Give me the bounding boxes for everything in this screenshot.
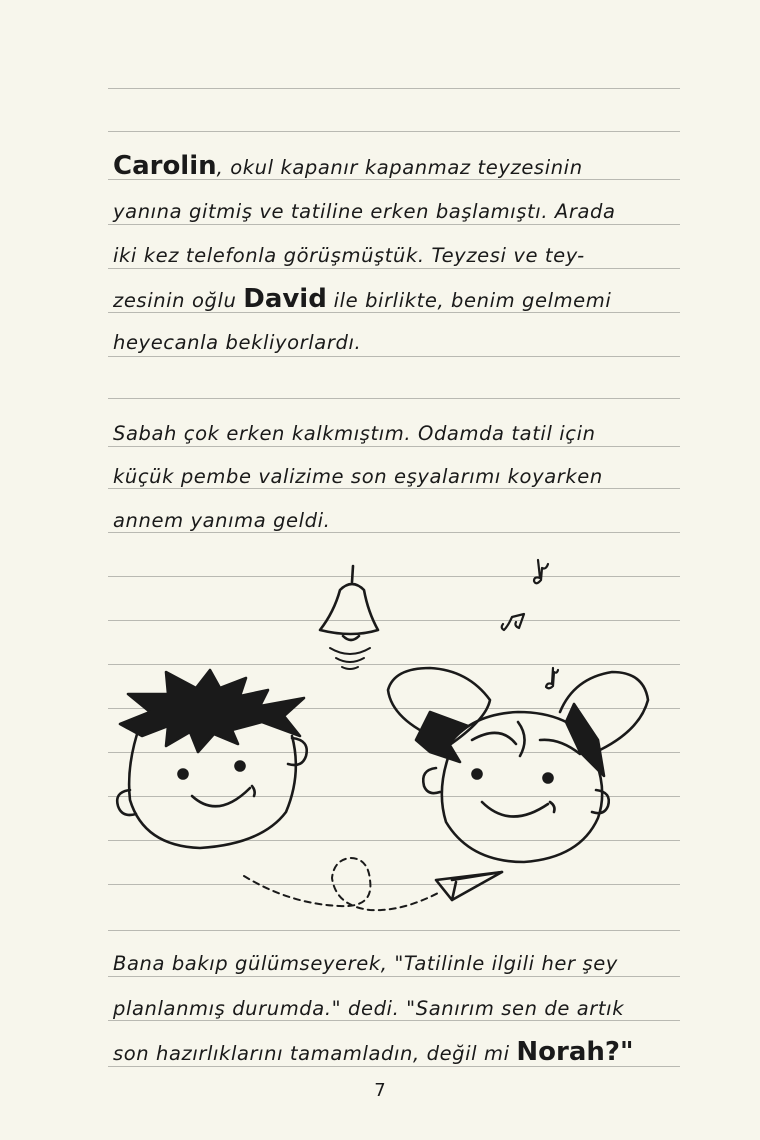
bell-icon bbox=[320, 566, 378, 669]
flight-path bbox=[244, 858, 440, 910]
text-segment: ile birlikte, benim gelmemi bbox=[326, 289, 612, 312]
character-name-david: David bbox=[243, 284, 327, 314]
boy-face-icon bbox=[117, 670, 307, 848]
text-line: planlanmış durumda." dedi. "Sanırım sen de artık bbox=[113, 997, 625, 1020]
text-line: annem yanıma geldi. bbox=[113, 509, 331, 532]
paper-plane-icon bbox=[436, 872, 502, 900]
text-segment: , okul kapanır kapanmaz teyzesinin bbox=[216, 156, 583, 179]
text-segment: son hazırlıklarını tamamladın, değil mi bbox=[113, 1042, 517, 1065]
text-line: heyecanla bekliyorlardı. bbox=[113, 331, 362, 354]
text-line bbox=[113, 1037, 683, 1067]
text-line: yanına gitmiş ve tatiline erken başlamıştı. Arada bbox=[113, 200, 616, 223]
page-number: 7 bbox=[374, 1080, 386, 1101]
text-line: iki kez telefonla görüşmüştük. Teyzesi ve tey- bbox=[113, 244, 585, 267]
music-note-icon bbox=[502, 560, 558, 688]
girl-face-icon bbox=[388, 668, 648, 862]
character-name-carolin: Carolin bbox=[113, 151, 217, 181]
character-name-norah: Norah bbox=[516, 1037, 605, 1067]
text-line: Sabah çok erken kalkmıştım. Odamda tatil için bbox=[113, 422, 596, 445]
text-line: küçük pembe valizime son eşyalarımı koyarken bbox=[113, 465, 603, 488]
text-line: Bana bakıp gülümseyerek, "Tatilinle ilgili her şey bbox=[113, 952, 618, 975]
text-segment: zesinin oğlu bbox=[113, 289, 244, 312]
text-segment: ?" bbox=[604, 1037, 634, 1067]
